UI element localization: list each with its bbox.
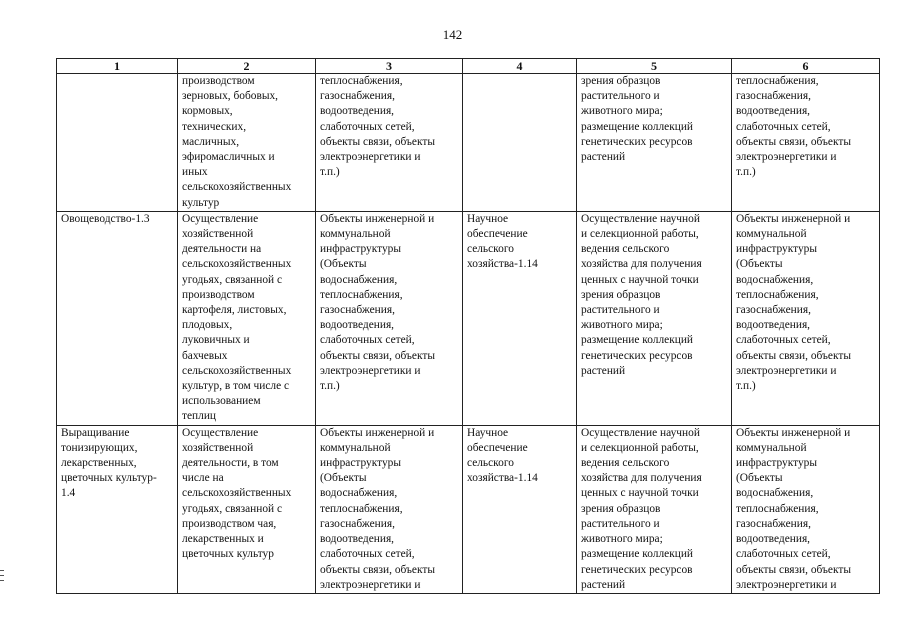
table-cell	[57, 425, 178, 593]
cell-text: теплоснабжения, газоснабжения, водоотведения, слаботочных сетей, объекты связи, объекты электроэнергетики и т.п.)	[320, 75, 435, 179]
table-cell	[577, 211, 732, 425]
cell-text: Выращивание тонизирующих, лекарственных, цветочных культур- 1.4	[61, 426, 157, 500]
table-row	[57, 74, 880, 212]
cell-text: Научное обеспечение сельского хозяйства-1.14	[467, 426, 538, 485]
column-header: 2	[178, 59, 316, 74]
column-header: 1	[57, 59, 178, 74]
cell-text: Осуществление хозяйственной деятельности, в том числе на сельскохозяйственных угодьях, связанной с производством чая, лекарственных и цветочных культур	[182, 426, 292, 561]
table-row	[57, 425, 880, 593]
table-cell	[577, 425, 732, 593]
cell-text: зрения образцов растительного и животного мира; размещение коллекций генетических ресурсов растений	[581, 75, 694, 164]
table-cell	[463, 74, 577, 212]
table-cell	[57, 211, 178, 425]
table-cell	[463, 211, 577, 425]
table-cell	[178, 425, 316, 593]
cell-text: Овощеводство-1.3	[61, 212, 150, 225]
binding-mark	[0, 575, 4, 576]
column-header: 4	[463, 59, 577, 74]
table-cell	[732, 74, 880, 212]
cell-text: Объекты инженерной и коммунальной инфраструктуры (Объекты водоснабжения, теплоснабжения, газоснабжения, водоотведения, слаботочных сетей, объекты связи, объекты электроэнергетики и	[736, 426, 851, 591]
binding-mark	[0, 580, 4, 581]
table-cell	[316, 74, 463, 212]
table-cell	[463, 425, 577, 593]
cell-text: Осуществление научной и селекционной работы, ведения сельского хозяйства для получения ценных с научной точки зрения образцов растительного и животного мира; размещение коллекций генетических ресурсов растений	[581, 212, 702, 377]
table-cell	[178, 74, 316, 212]
page-number: 142	[442, 27, 463, 42]
table-cell	[732, 425, 880, 593]
cell-text: Объекты инженерной и коммунальной инфраструктуры (Объекты водоснабжения, теплоснабжения, газоснабжения, водоотведения, слаботочных сетей, объекты связи, объекты электроэнергетики и т.п.)	[736, 212, 851, 393]
table-header-row	[57, 59, 880, 74]
table-cell	[316, 425, 463, 593]
table-cell	[577, 74, 732, 212]
cell-text: теплоснабжения, газоснабжения, водоотведения, слаботочных сетей, объекты связи, объекты электроэнергетики и т.п.)	[736, 75, 851, 179]
cell-text: Осуществление научной и селекционной работы, ведения сельского хозяйства для получения ценных с научной точки зрения образцов растительного и животного мира; размещение коллекций генетических ресурсов растений	[581, 426, 702, 591]
table-cell	[178, 211, 316, 425]
column-header: 5	[577, 59, 732, 74]
table-row	[57, 211, 880, 425]
cell-text: Объекты инженерной и коммунальной инфраструктуры (Объекты водоснабжения, теплоснабжения, газоснабжения, водоотведения, слаботочных сетей, объекты связи, объекты электроэнергетики и т.п.)	[320, 212, 435, 393]
binding-mark	[0, 570, 4, 571]
cell-text: производством зерновых, бобовых, кормовых, технических, масличных, эфиромасличных и иных сельскохозяйственных культур	[182, 75, 292, 209]
cell-text: Объекты инженерной и коммунальной инфраструктуры (Объекты водоснабжения, теплоснабжения, газоснабжения, водоотведения, слаботочных сетей, объекты связи, объекты электроэнергетики и	[320, 426, 435, 591]
cell-text: Осуществление хозяйственной деятельности на сельскохозяйственных угодьях, связанной с производством картофеля, листовых, плодовых, луковичных и бахчевых сельскохозяйственных культур, в том числе с использованием теплиц	[182, 212, 292, 423]
land-use-table	[56, 58, 880, 594]
table-cell	[732, 211, 880, 425]
cell-text: Научное обеспечение сельского хозяйства-1.14	[467, 212, 538, 271]
table-cell	[316, 211, 463, 425]
column-header: 6	[732, 59, 880, 74]
column-header: 3	[316, 59, 463, 74]
table-cell	[57, 74, 178, 212]
